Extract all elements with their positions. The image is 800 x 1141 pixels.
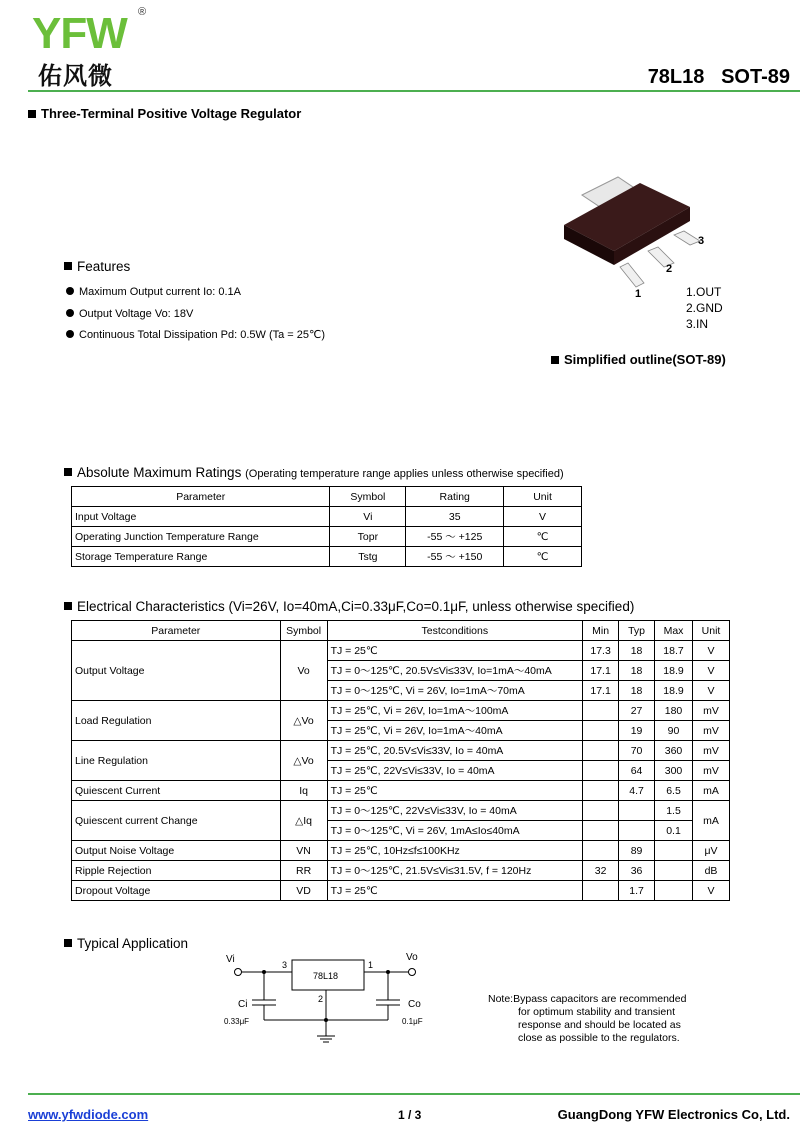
- table-row: [72, 861, 730, 881]
- col-header: Testconditions: [327, 621, 583, 641]
- feature-item: Continuous Total Dissipation Pd: 0.5W (Ta = 25℃): [66, 325, 325, 347]
- package-caption: Simplified outline(SOT-89): [551, 352, 726, 367]
- part-title: [648, 66, 790, 89]
- output-terminal: [409, 969, 416, 976]
- max-cell: 1.5: [655, 801, 693, 821]
- min-cell: [583, 761, 619, 781]
- param-cell: Output Voltage: [72, 641, 281, 701]
- package-name: SOT-89: [721, 66, 790, 88]
- typ-cell: 64: [619, 761, 655, 781]
- ci-value: 0.33μF: [224, 1017, 250, 1026]
- col-header: Symbol: [280, 621, 327, 641]
- elec-heading: Electrical Characteristics (Vi=26V, Io=40mA,Ci=0.33μF,Co=0.1μF, unless otherwise specified): [64, 599, 634, 614]
- unit-cell: V: [692, 681, 729, 701]
- part-number: 78L18: [647, 66, 705, 88]
- col-header: Parameter: [72, 621, 281, 641]
- table-row: [72, 701, 730, 721]
- col-header: Max: [655, 621, 693, 641]
- col-header: Rating: [406, 487, 504, 507]
- min-cell: [583, 881, 619, 901]
- condition-cell: TJ = 25℃, Vi = 26V, Io=1mA～100mA: [327, 701, 583, 721]
- col-header: Unit: [504, 487, 582, 507]
- header-divider: [28, 90, 800, 92]
- typical-heading: Typical Application: [64, 936, 188, 951]
- param-cell: Line Regulation: [72, 741, 281, 781]
- param-cell: Quiescent current Change: [72, 801, 281, 841]
- max-cell: [655, 861, 693, 881]
- max-cell: 90: [655, 721, 693, 741]
- table-header-row: [72, 621, 730, 641]
- square-bullet-icon: [64, 468, 72, 476]
- feature-item: Maximum Output current Io: 0.1A: [66, 282, 325, 304]
- pin-gnd: 2.GND: [686, 301, 723, 315]
- bullet-icon: [66, 330, 74, 338]
- unit-cell: mA: [692, 801, 729, 841]
- table-header-row: [72, 487, 582, 507]
- typ-cell: 1.7: [619, 881, 655, 901]
- condition-cell: TJ = 0～125℃, Vi = 26V, Io=1mA～70mA: [327, 681, 583, 701]
- package-illustration: [550, 155, 750, 305]
- typ-cell: 4.7: [619, 781, 655, 801]
- max-cell: [655, 841, 693, 861]
- min-cell: 32: [583, 861, 619, 881]
- unit-cell: V: [692, 641, 729, 661]
- elec-table: [71, 620, 730, 901]
- min-cell: [583, 821, 619, 841]
- condition-cell: TJ = 0～125℃, 22V≤Vi≤33V, Io = 40mA: [327, 801, 583, 821]
- pin-1-label: 1: [635, 288, 642, 300]
- page-number: 1 / 3: [398, 1108, 422, 1122]
- unit-cell: mV: [692, 741, 729, 761]
- max-cell: 18.7: [655, 641, 693, 661]
- lead-1: [620, 263, 644, 287]
- max-cell: 180: [655, 701, 693, 721]
- max-cell: 0.1: [655, 821, 693, 841]
- condition-cell: TJ = 0～125℃, Vi = 26V, 1mA≤Io≤40mA: [327, 821, 583, 841]
- param-cell: Dropout Voltage: [72, 881, 281, 901]
- pin-2-label: 2: [666, 263, 673, 275]
- pin-3-label: 3: [698, 235, 705, 247]
- pin-out-label: 1: [368, 960, 374, 970]
- min-cell: [583, 781, 619, 801]
- param-cell: Output Noise Voltage: [72, 841, 281, 861]
- abs-max-heading: Absolute Maximum Ratings (Operating temperature range applies unless otherwise specified): [64, 465, 564, 480]
- square-bullet-icon: [64, 262, 72, 270]
- typ-cell: 18: [619, 681, 655, 701]
- logo-chinese-name: 佑风微: [38, 62, 113, 90]
- param-cell: Load Regulation: [72, 701, 281, 741]
- pin-list: [686, 284, 723, 332]
- col-header: Min: [583, 621, 619, 641]
- application-circuit: [218, 948, 438, 1048]
- max-cell: 6.5: [655, 781, 693, 801]
- max-cell: 18.9: [655, 661, 693, 681]
- vo-label: Vo: [406, 952, 418, 963]
- table-row: Operating Junction Temperature Range Topr -55 ～ +125 ℃: [72, 527, 582, 547]
- lead-3: [674, 231, 700, 245]
- ic-label: 78L18: [313, 971, 339, 981]
- co-value: 0.1μF: [402, 1017, 423, 1026]
- typ-cell: 18: [619, 641, 655, 661]
- unit-cell: μV: [692, 841, 729, 861]
- col-header: Parameter: [72, 487, 330, 507]
- square-bullet-icon: [551, 356, 559, 364]
- table-row: [72, 801, 730, 821]
- bullet-icon: [66, 287, 74, 295]
- condition-cell: TJ = 25℃, 20.5V≤Vi≤33V, Io = 40mA: [327, 741, 583, 761]
- company-name: GuangDong YFW Electronics Co, Ltd.: [557, 1107, 790, 1122]
- min-cell: [583, 721, 619, 741]
- condition-cell: TJ = 25℃: [327, 641, 583, 661]
- symbol-cell: RR: [280, 861, 327, 881]
- pin-gnd-label: 2: [318, 994, 324, 1004]
- symbol-cell: Iq: [280, 781, 327, 801]
- symbol-cell: △Iq: [280, 801, 327, 841]
- max-cell: 18.9: [655, 681, 693, 701]
- param-cell: Quiescent Current: [72, 781, 281, 801]
- pin-in: 3.IN: [686, 317, 709, 331]
- symbol-cell: VD: [280, 881, 327, 901]
- symbol-cell: VN: [280, 841, 327, 861]
- symbol-cell: △Vo: [280, 701, 327, 741]
- registered-mark: ®: [138, 6, 147, 18]
- unit-cell: mV: [692, 761, 729, 781]
- table-row: Input Voltage Vi 35 V: [72, 507, 582, 527]
- typ-cell: 19: [619, 721, 655, 741]
- max-cell: 360: [655, 741, 693, 761]
- square-bullet-icon: [64, 602, 72, 610]
- table-row: [72, 781, 730, 801]
- features-list: [66, 282, 325, 347]
- condition-cell: TJ = 25℃, 10Hz≤f≤100KHz: [327, 841, 583, 861]
- unit-cell: mV: [692, 721, 729, 741]
- footer-divider: [28, 1093, 800, 1095]
- col-header: Symbol: [330, 487, 406, 507]
- unit-cell: mV: [692, 701, 729, 721]
- table-row: [72, 881, 730, 901]
- min-cell: 17.3: [583, 641, 619, 661]
- co-label: Co: [408, 999, 421, 1010]
- condition-cell: TJ = 25℃: [327, 781, 583, 801]
- vi-label: Vi: [226, 954, 235, 965]
- logo: YFW: [32, 9, 127, 58]
- min-cell: [583, 741, 619, 761]
- col-header: Unit: [692, 621, 729, 641]
- max-cell: 300: [655, 761, 693, 781]
- table-row: [72, 641, 730, 661]
- square-bullet-icon: [28, 110, 36, 118]
- typ-cell: [619, 821, 655, 841]
- unit-cell: dB: [692, 861, 729, 881]
- website-link[interactable]: www.yfwdiode.com: [28, 1107, 149, 1122]
- symbol-cell: Vo: [280, 641, 327, 701]
- typ-cell: 27: [619, 701, 655, 721]
- typ-cell: 70: [619, 741, 655, 761]
- condition-cell: TJ = 0～125℃, 21.5V≤Vi≤31.5V, f = 120Hz: [327, 861, 583, 881]
- typ-cell: [619, 801, 655, 821]
- bullet-icon: [66, 309, 74, 317]
- unit-cell: V: [692, 661, 729, 681]
- min-cell: 17.1: [583, 661, 619, 681]
- unit-cell: V: [692, 881, 729, 901]
- symbol-cell: △Vo: [280, 741, 327, 781]
- unit-cell: mA: [692, 781, 729, 801]
- condition-cell: TJ = 25℃: [327, 881, 583, 901]
- abs-max-table: [71, 486, 582, 567]
- pin-in-label: 3: [282, 960, 288, 970]
- bypass-note: Note:Bypass capacitors are recommended for optimum stability and transient response and should be located as close as possible to the regulators.: [488, 993, 687, 1044]
- min-cell: [583, 801, 619, 821]
- table-row: [72, 841, 730, 861]
- ci-label: Ci: [238, 999, 248, 1010]
- condition-cell: TJ = 25℃, Vi = 26V, Io=1mA～40mA: [327, 721, 583, 741]
- min-cell: [583, 841, 619, 861]
- typ-cell: 18: [619, 661, 655, 681]
- pin-out: 1.OUT: [686, 285, 722, 299]
- features-heading: Features: [64, 259, 130, 274]
- input-terminal: [235, 969, 242, 976]
- square-bullet-icon: [64, 939, 72, 947]
- table-row: [72, 741, 730, 761]
- min-cell: [583, 701, 619, 721]
- typ-cell: 89: [619, 841, 655, 861]
- col-header: Typ: [619, 621, 655, 641]
- table-row: Storage Temperature Range Tstg -55 ～ +150 ℃: [72, 547, 582, 567]
- param-cell: Ripple Rejection: [72, 861, 281, 881]
- subtitle: Three-Terminal Positive Voltage Regulator: [28, 106, 301, 121]
- max-cell: [655, 881, 693, 901]
- abs-max-note: (Operating temperature range applies unless otherwise specified): [245, 468, 564, 480]
- condition-cell: TJ = 25℃, 22V≤Vi≤33V, Io = 40mA: [327, 761, 583, 781]
- typ-cell: 36: [619, 861, 655, 881]
- feature-item: Output Voltage Vo: 18V: [66, 304, 325, 326]
- min-cell: 17.1: [583, 681, 619, 701]
- condition-cell: TJ = 0～125℃, 20.5V≤Vi≤33V, Io=1mA～40mA: [327, 661, 583, 681]
